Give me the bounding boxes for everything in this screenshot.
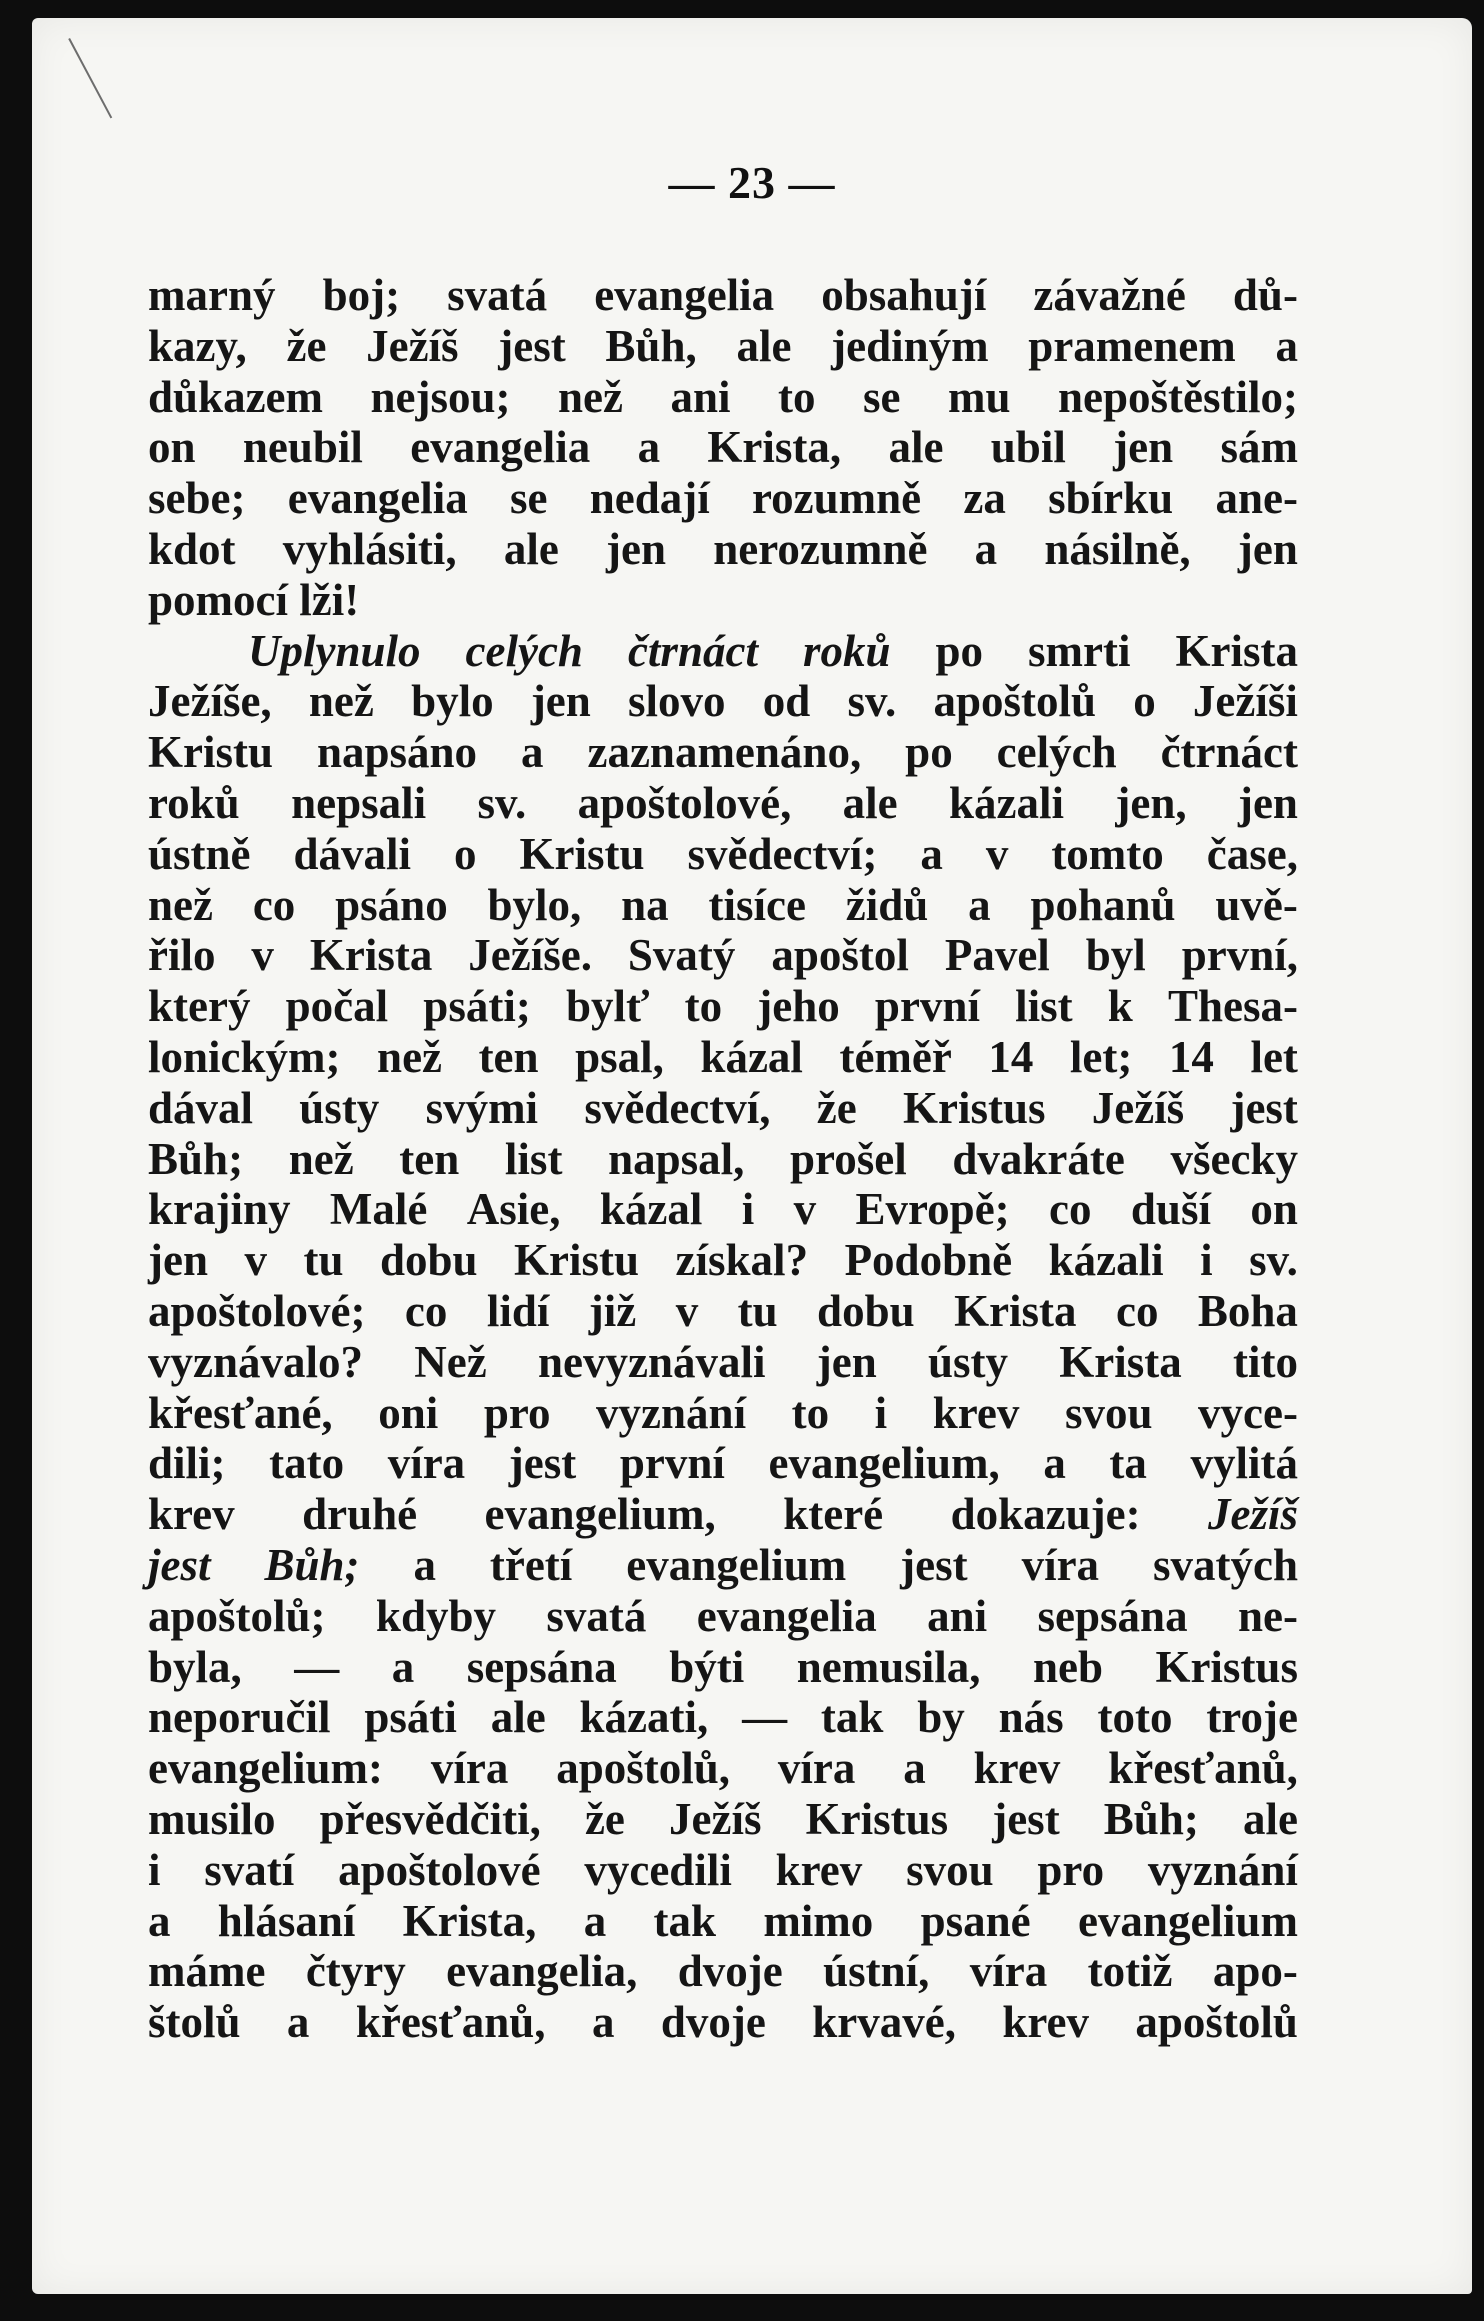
text-line: než co psáno bylo, na tisíce židů a pohanů uvě- (148, 879, 1298, 930)
text-line: byla, — a sepsána býti nemusila, neb Kristus (148, 1641, 1298, 1692)
text-line: lonickým; než ten psal, kázal téměř 14 let; 14 let (148, 1031, 1298, 1082)
text-line: dili; tato víra jest první evangelium, a ta vylitá (148, 1438, 1298, 1489)
page-edge-mark (68, 38, 112, 118)
text-line: vyznávalo? Než nevyznávali jen ústy Krista tito (148, 1336, 1298, 1387)
text-line: štolů a křesťanů, a dvoje krvavé, krev apoštolů (148, 1997, 1298, 2048)
text-line: Bůh; než ten list napsal, prošel dvakráte všecky (148, 1133, 1298, 1184)
text-line: marný boj; svatá evangelia obsahují závažné dů- (148, 270, 1298, 320)
text-line: krev druhé evangelium, které dokazuje: Ježíš (148, 1489, 1298, 1540)
text-line: krajiny Malé Asie, kázal i v Evropě; co duší on (148, 1184, 1298, 1235)
text-line: ústně dávali o Kristu svědectví; a v tomto čase, (148, 828, 1298, 879)
text-line: Uplynulo celých čtrnáct roků po smrti Krista (248, 625, 1298, 676)
text-line: máme čtyry evangelia, dvoje ústní, víra totiž apo- (148, 1946, 1298, 1997)
text-line: jen v tu dobu Kristu získal? Podobně kázali i sv. (148, 1235, 1298, 1286)
text-line: a hlásaní Krista, a tak mimo psané evangelium (148, 1895, 1298, 1946)
text-line: roků nepsali sv. apoštolové, ale kázali jen, jen (148, 777, 1298, 828)
text-line: musilo přesvědčiti, že Ježíš Kristus jest Bůh; ale (148, 1793, 1298, 1844)
book-page (32, 18, 1472, 2294)
text-line: kazy, že Ježíš jest Bůh, ale jediným pramenem a (148, 320, 1298, 371)
text-line: jest Bůh; a třetí evangelium jest víra svatých (148, 1539, 1298, 1590)
text-line: neporučil psáti ale kázati, — tak by nás toto troje (148, 1692, 1298, 1743)
text-line: který počal psáti; bylť to jeho první list k Thesa- (148, 981, 1298, 1032)
text-line: křesťané, oni pro vyznání to i krev svou vyce- (148, 1387, 1298, 1438)
text-line: apoštolové; co lidí již v tu dobu Krista co Boha (148, 1285, 1298, 1336)
text-line: dával ústy svými svědectví, že Kristus Ježíš jest (148, 1082, 1298, 1133)
text-line: řilo v Krista Ježíše. Svatý apoštol Pavel byl první, (148, 930, 1298, 981)
text-line: důkazem nejsou; než ani to se mu nepoštěstilo; (148, 371, 1298, 422)
text-line: kdot vyhlásiti, ale jen nerozumně a násilně, jen (148, 523, 1298, 574)
text-line: sebe; evangelia se nedají rozumně za sbírku ane- (148, 473, 1298, 524)
text-line: apoštolů; kdyby svatá evangelia ani sepsána ne- (148, 1590, 1298, 1641)
body-text (148, 270, 1298, 2048)
text-line: evangelium: víra apoštolů, víra a krev křesťanů, (148, 1743, 1298, 1794)
text-line: pomocí lži! (148, 574, 360, 625)
text-line: Ježíše, než bylo jen slovo od sv. apoštolů o Ježíši (148, 676, 1298, 727)
text-line: on neubil evangelia a Krista, ale ubil jen sám (148, 422, 1298, 473)
page-number: — 23 — (668, 157, 836, 208)
text-line: i svatí apoštolové vycedili krev svou pro vyznání (148, 1844, 1298, 1895)
text-line: Kristu napsáno a zaznamenáno, po celých čtrnáct (148, 727, 1298, 778)
